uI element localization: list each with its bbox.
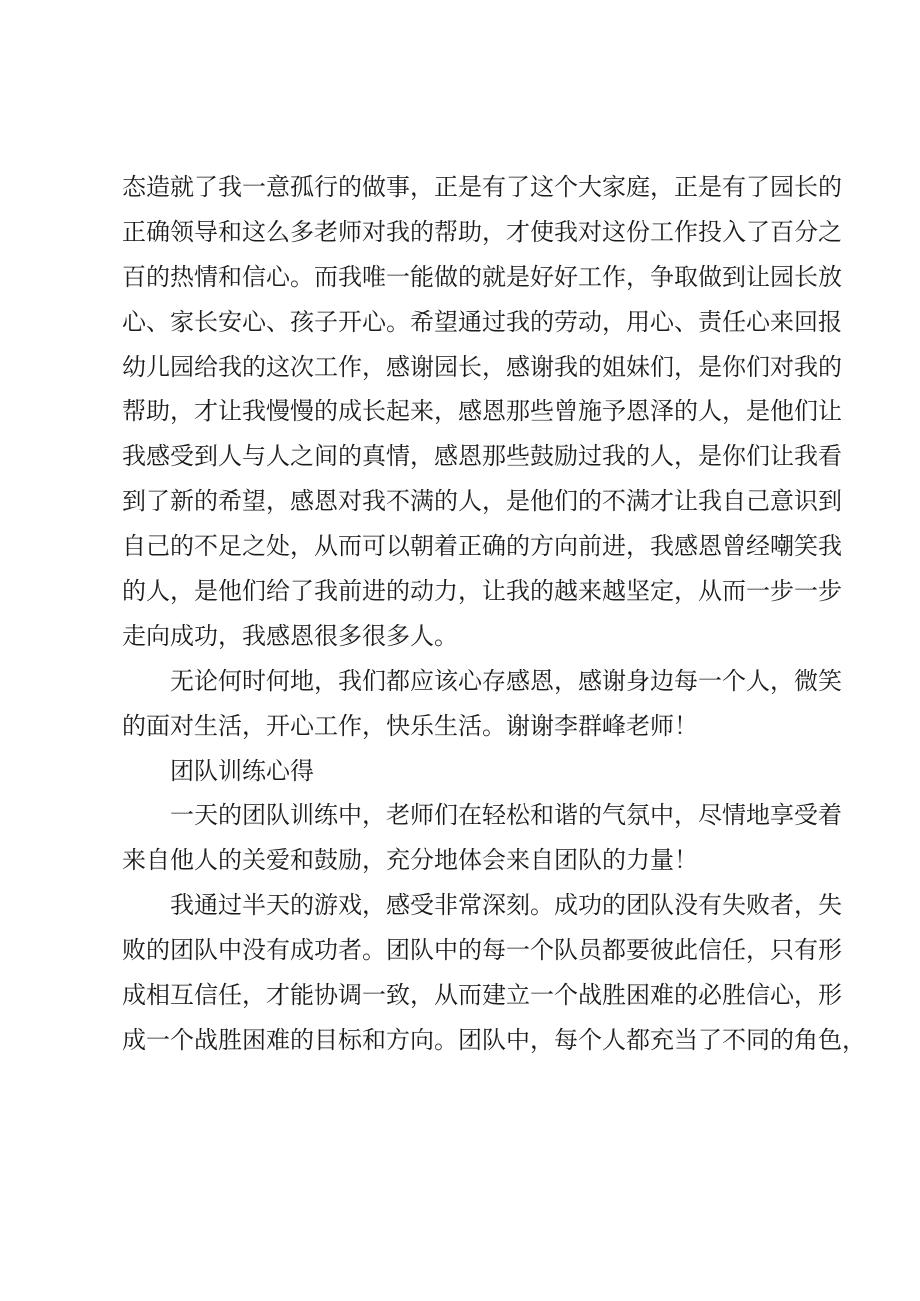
text-line: 成相互信任，才能协调一致，从而建立一个战胜困难的必胜信心，形 <box>122 981 842 1010</box>
text-line: 来自他人的关爱和鼓励，充分地体会来自团队的力量！ <box>122 846 698 875</box>
paragraph-first-line: 一天的团队训练中，老师们在轻松和谐的气氛中，尽情地享受着 <box>170 801 842 830</box>
text-line: 正确领导和这么多老师对我的帮助，才使我对这份工作投入了百分之 <box>122 217 842 246</box>
section-heading: 团队训练心得 <box>170 756 314 785</box>
text-line: 到了新的希望，感恩对我不满的人，是他们的不满才让我自己意识到 <box>122 487 842 516</box>
text-line: 我感受到人与人之间的真情，感恩那些鼓励过我的人，是你们让我看 <box>122 442 842 471</box>
text-line: 帮助，才让我慢慢的成长起来，感恩那些曾施予恩泽的人，是他们让 <box>122 397 842 426</box>
text-line: 的人，是他们给了我前进的动力，让我的越来越坚定，从而一步一步 <box>122 577 842 606</box>
paragraph-first-line: 无论何时何地，我们都应该心存感恩，感谢身边每一个人，微笑 <box>170 666 842 695</box>
text-line: 态造就了我一意孤行的做事，正是有了这个大家庭，正是有了园长的 <box>122 173 842 201</box>
text-line: 心、家长安心、孩子开心。希望通过我的劳动，用心、责任心来回报 <box>122 307 842 336</box>
document-body <box>122 165 866 1063</box>
text-line: 幼儿园给我的这次工作，感谢园长，感谢我的姐妹们，是你们对我的 <box>122 352 842 381</box>
text-line: 自己的不足之处，从而可以朝着正确的方向前进，我感恩曾经嘲笑我 <box>122 532 842 561</box>
paragraph-first-line: 我通过半天的游戏，感受非常深刻。成功的团队没有失败者，失 <box>170 891 842 920</box>
text-line: 成一个战胜困难的目标和方向。团队中，每个人都充当了不同的角色， <box>122 1025 866 1054</box>
text-line: 的面对生活，开心工作，快乐生活。谢谢李群峰老师！ <box>122 711 698 740</box>
text-line: 走向成功，我感恩很多很多人。 <box>122 621 458 650</box>
text-line: 百的热情和信心。而我唯一能做的就是好好工作，争取做到让园长放 <box>122 262 842 291</box>
text-line: 败的团队中没有成功者。团队中的每一个队员都要彼此信任，只有形 <box>122 936 842 965</box>
